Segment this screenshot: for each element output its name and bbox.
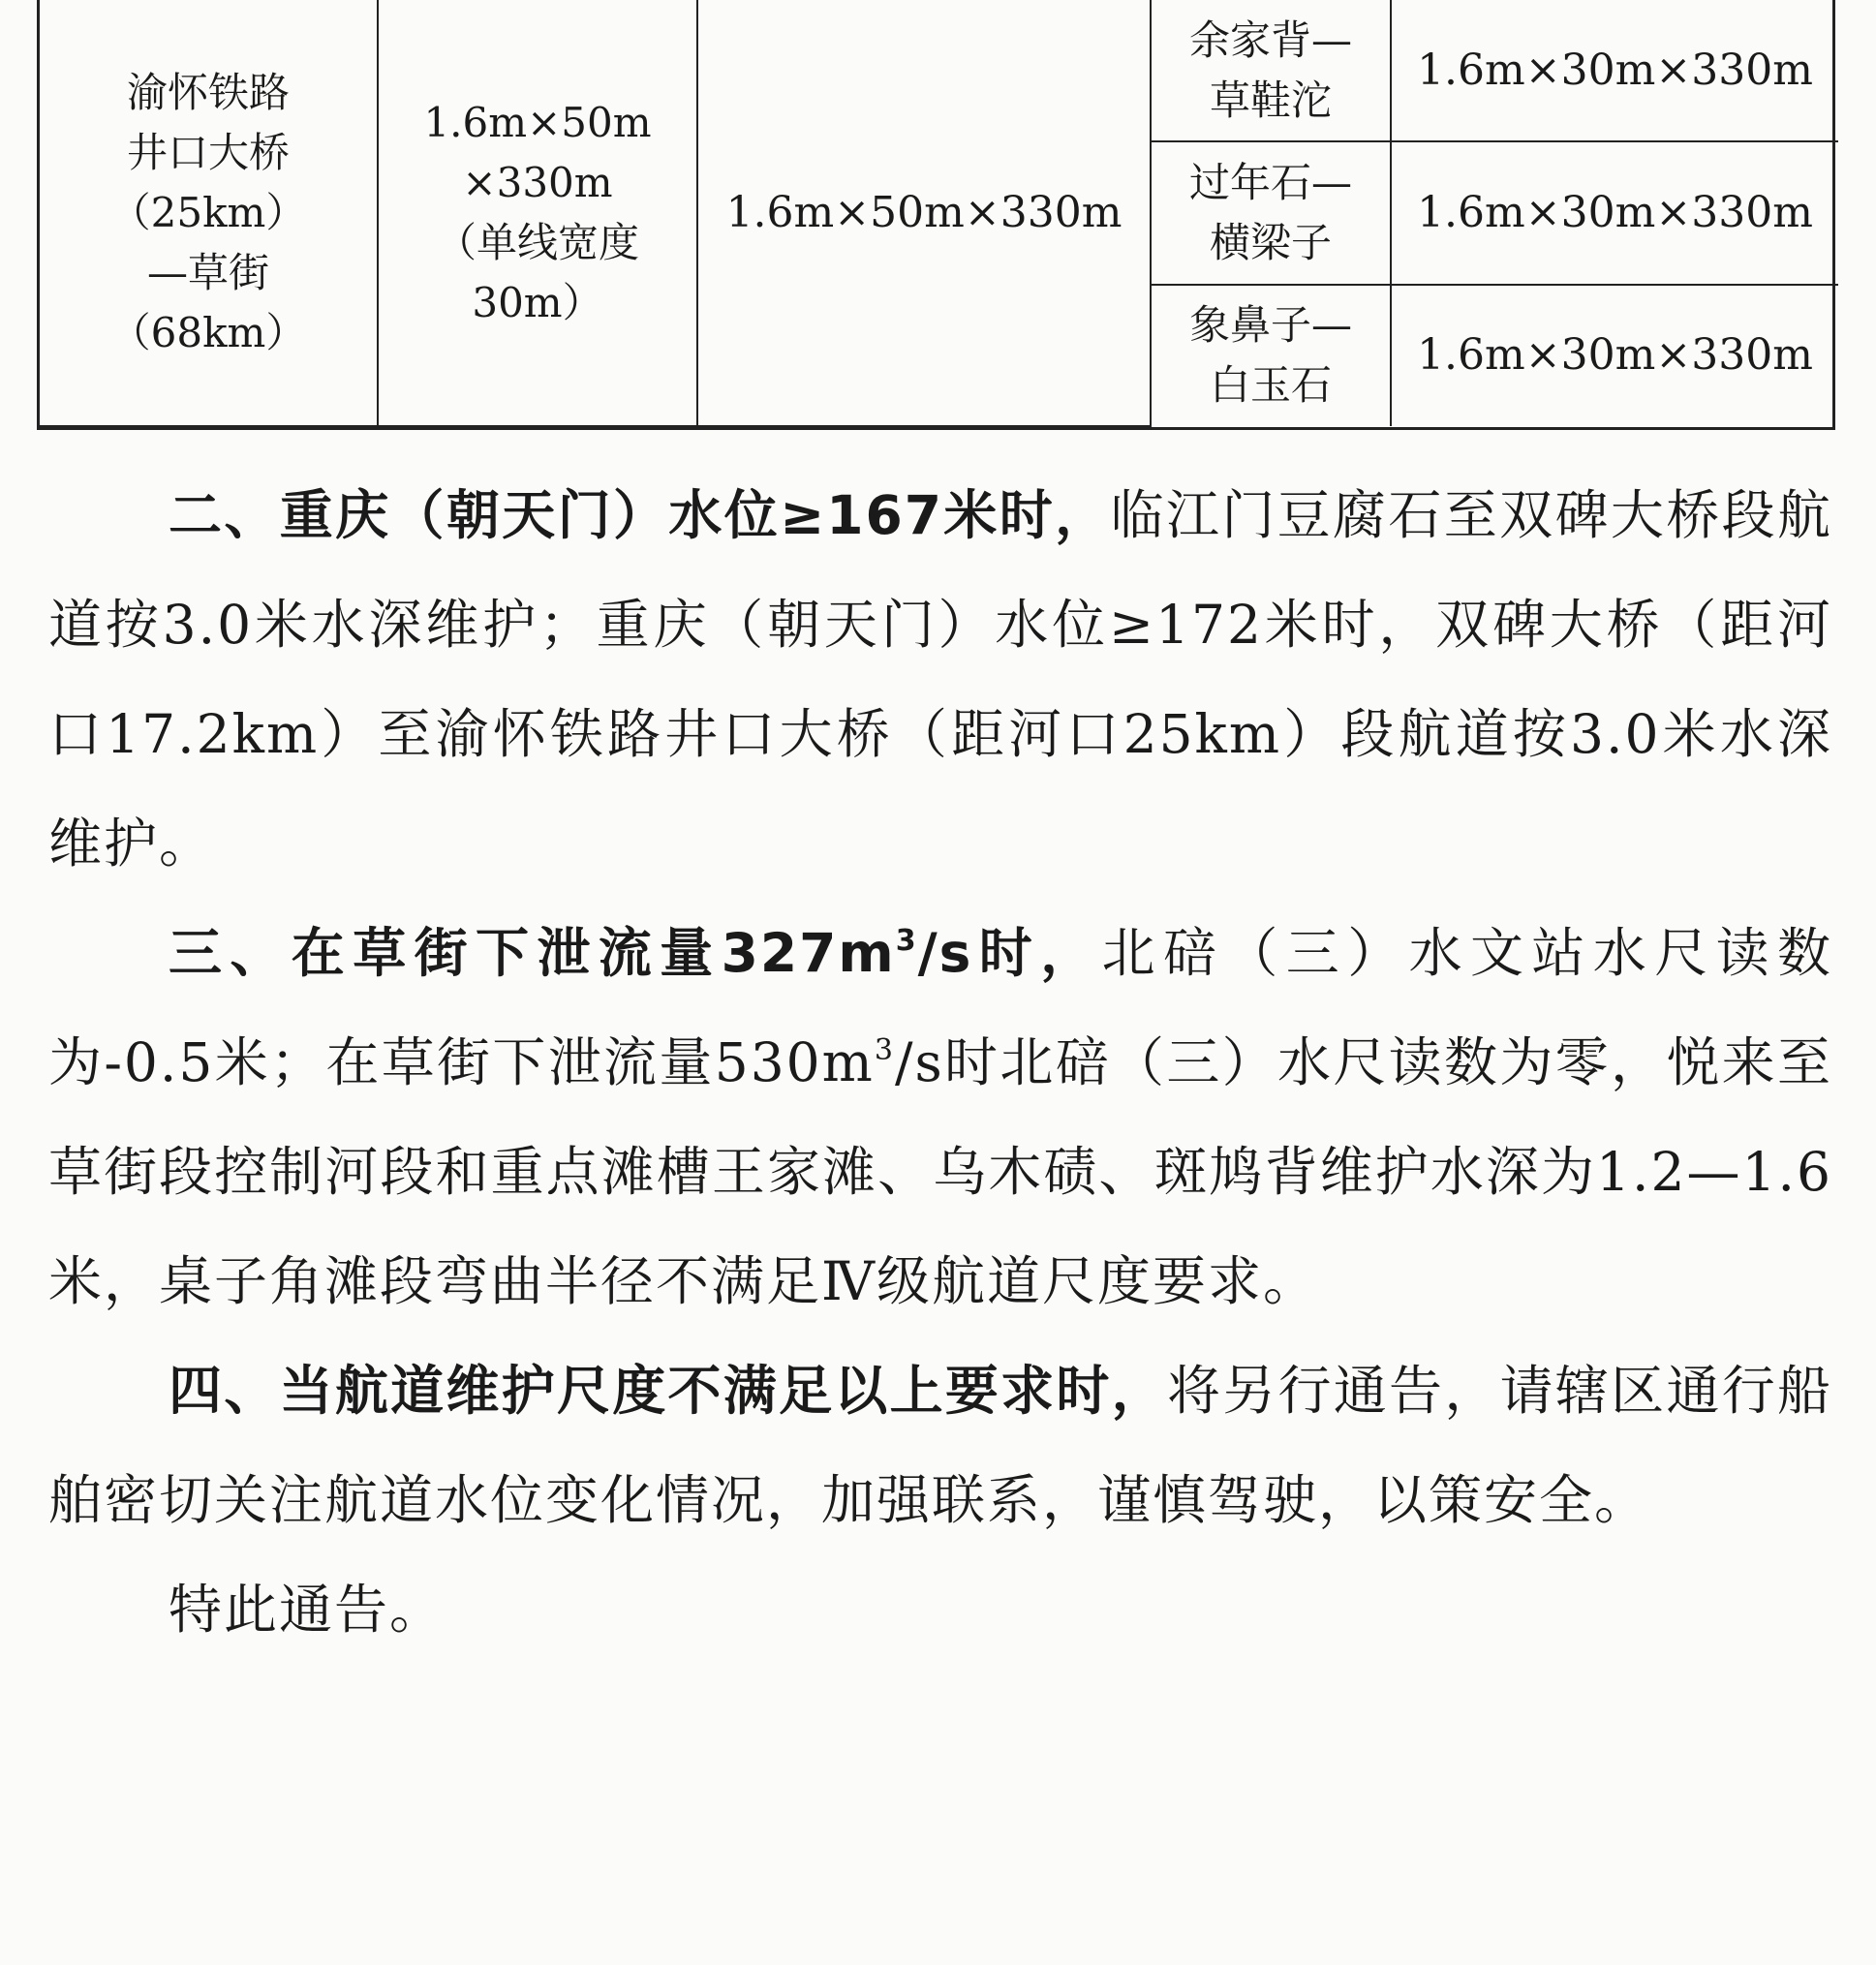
paragraph-4: 四、当航道维护尺度不满足以上要求时，将另行通告，请辖区通行船舶密切关注航道水位变化情况，加强联系，谨慎驾驶，以策安全。: [48, 1360, 1832, 1531]
table-row: [40, 0, 1838, 141]
closing-line: 特此通告。: [169, 1579, 446, 1641]
standard-dims-cell: 1.6m×50m ×330m （单线宽度 30m）: [378, 0, 697, 426]
plan-dims-cell: 1.6m×50m×330m: [697, 0, 1151, 426]
maintenance-table: [37, 0, 1835, 430]
segment-cell: 余家背— 草鞋沱: [1151, 0, 1391, 141]
notice-body: [48, 461, 1832, 1665]
segment-cell: 象鼻子— 白玉石: [1151, 285, 1391, 426]
segment-cell: 过年石— 横梁子: [1151, 141, 1391, 284]
section-cell: 渝怀铁路 井口大桥 （25km） —草街 （68km）: [40, 0, 378, 426]
paragraph-3: 三、在草街下泄流量$327m^3/s$时，北碚（三）水文站水尺读数为-0.5米；在草街下泄流量$530m^3/s$时北碚（三）水尺读数为零，悦来至草街段控制河段和重点滩槽王家滩、乌木碛、斑鸠背维护水深为1.2—1.6米，桌子角滩段弯曲半径不满足Ⅳ级航道尺度要求。: [48, 922, 1832, 1312]
segment-dims-cell: 1.6m×30m×330m: [1391, 141, 1838, 284]
segment-dims-cell: 1.6m×30m×330m: [1391, 0, 1838, 141]
segment-dims-cell: 1.6m×30m×330m: [1391, 285, 1838, 426]
paragraph-2: 二、重庆（朝天门）水位≥167米时，临江门豆腐石至双碑大桥段航道按3.0米水深维护；重庆（朝天门）水位≥172米时，双碑大桥（距河口17.2km）至渝怀铁路井口大桥（距河口25km）段航道按3.0米水深维护。: [48, 484, 1832, 875]
